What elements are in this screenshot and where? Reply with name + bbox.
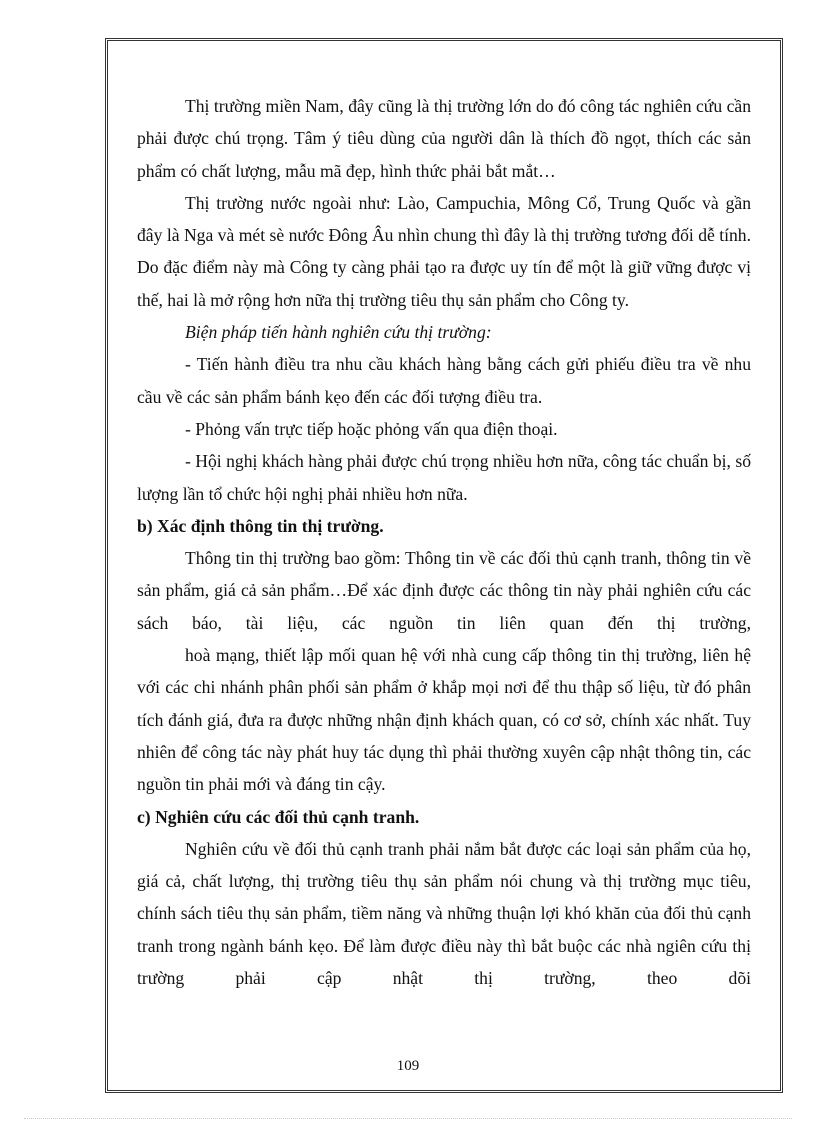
page-bottom-divider: [24, 1118, 792, 1119]
paragraph-market-information: Thông tin thị trường bao gồm: Thông tin về các đối thủ cạnh tranh, thông tin về sản phẩm, giá cả sản phẩm…Để xác định được các thông tin này phải nghiên cứu các sách báo, tài liệu, các nguồn tin liên quan đến thị trường,: [137, 548, 751, 633]
bullet-customer-conference: - Hội nghị khách hàng phải được chú trọng nhiều hơn nữa, công tác chuẩn bị, số lượng lần tổ chức hội nghị phải nhiều hơn nữa.: [137, 451, 751, 504]
paragraph-information-network: hoà mạng, thiết lập mối quan hệ với nhà cung cấp thông tin thị trường, liên hệ với các chi nhánh phân phối sản phẩm ở khắp mọi nơi để thu thập số liệu, từ đó phân tích đánh giá, đưa ra được những nhận định khách quan, có cơ sở, chính xác nhất. Tuy nhiên để công tác này phát huy tác dụng thì phải thường xuyên cập nhật thông tin, các nguồn tin phải mới và đáng tin cậy.: [137, 645, 751, 795]
page-number: 109: [396, 1058, 420, 1074]
heading-market-information: b) Xác định thông tin thị trường.: [137, 515, 384, 536]
heading-competitor-research: c) Nghiên cứu các đối thủ cạnh tranh.: [137, 806, 420, 827]
bullet-survey: - Tiến hành điều tra nhu cầu khách hàng bằng cách gửi phiếu điều tra về nhu cầu về các sản phẩm bánh kẹo đến các đối tượng điều tra.: [137, 354, 751, 407]
bullet-interview: - Phỏng vấn trực tiếp hoặc phỏng vấn qua điện thoại.: [185, 418, 558, 439]
paragraph-research-measures: Biện pháp tiến hành nghiên cứu thị trường:: [185, 322, 492, 343]
paragraph-southern-market: Thị trường miền Nam, đây cũng là thị trường lớn do đó công tác nghiên cứu cần phải được chú trọng. Tâm ý tiêu dùng của người dân là thích đồ ngọt, thích các sản phẩm có chất lượng, mẫu mã đẹp, hình thức phải bắt mắt…: [137, 96, 751, 181]
paragraph-foreign-market: Thị trường nước ngoài như: Lào, Campuchia, Mông Cổ, Trung Quốc và gần đây là Nga và mét sè nước Đông Âu nhìn chung thì đây là thị trường tương đối dễ tính. Do đặc điểm này mà Công ty càng phải tạo ra được uy tín để một là giữ vững được vị thế, hai là mở rộng hơn nữa thị trường tiêu thụ sản phẩm cho Công ty.: [137, 192, 751, 310]
document-body: [137, 90, 751, 994]
paragraph-competitor-research: Nghiên cứu về đối thủ cạnh tranh phải nắm bắt được các loại sản phẩm của họ, giá cả, chất lượng, thị trường tiêu thụ sản phẩm nói chung và thị trường mục tiêu, chính sách tiêu thụ sản phẩm, tiềm năng và những thuận lợi khó khăn của đối thủ cạnh tranh trong ngành bánh kẹo. Để làm được điều này thì bắt buộc các nhà ngiên cứu thị trường phải cập nhật thị trường, theo dõi: [137, 838, 751, 989]
